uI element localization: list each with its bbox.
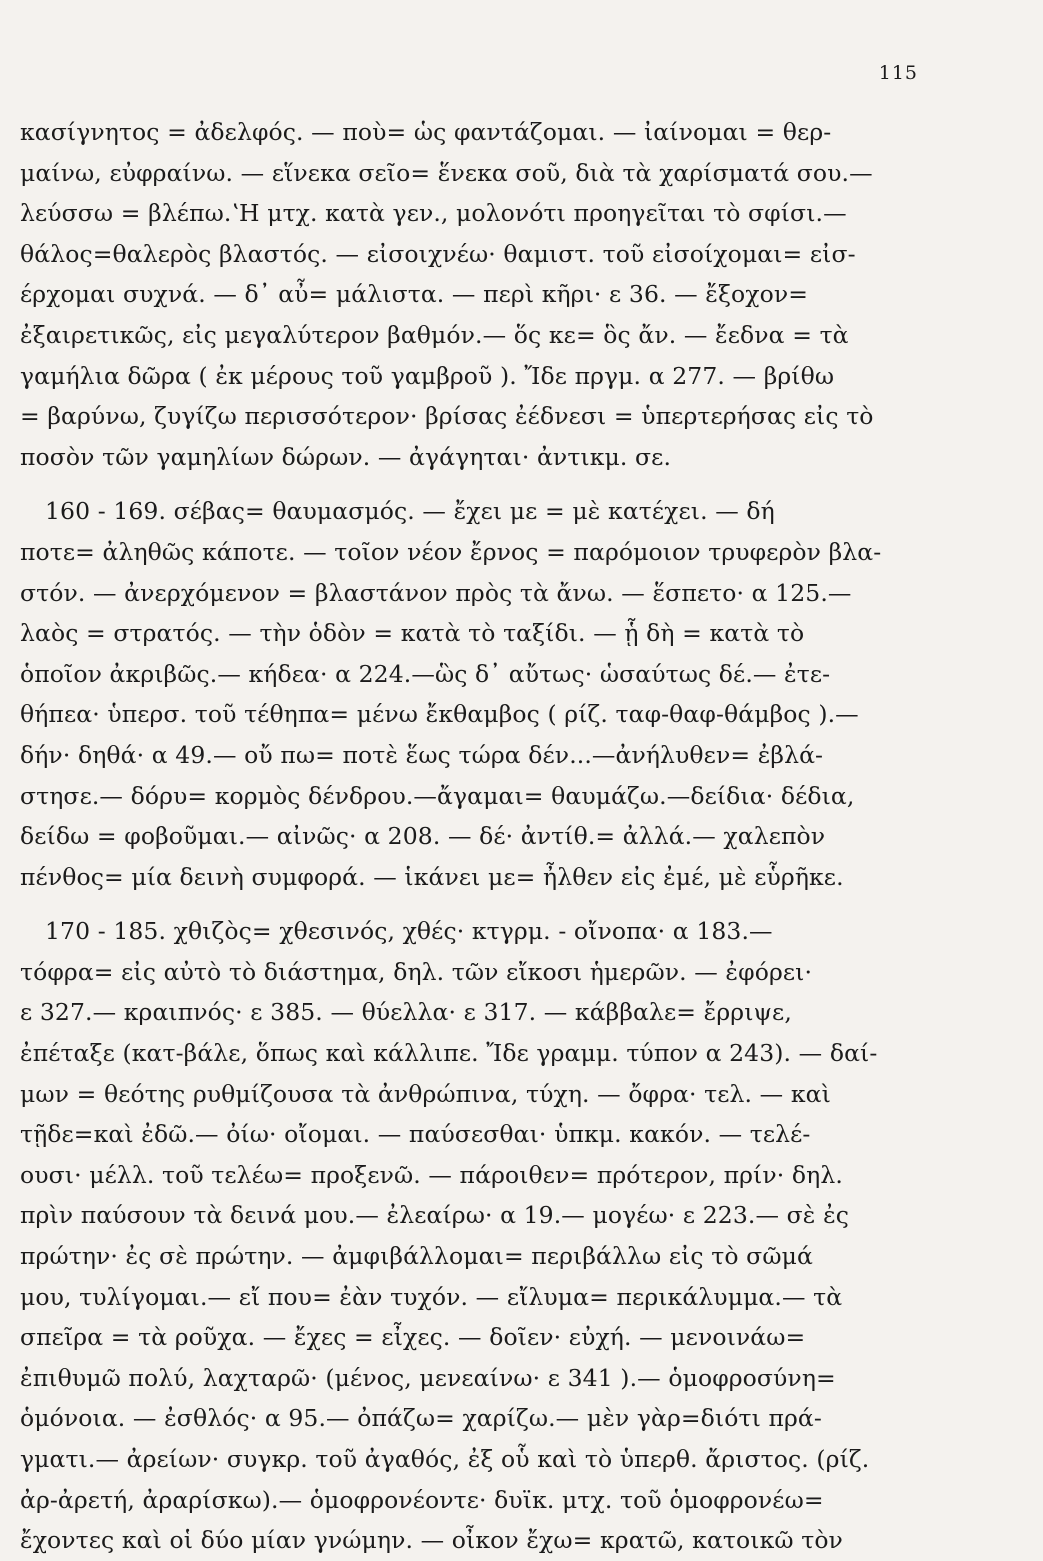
text-line: έρχομαι συχνά. — δ᾽ αὖ= μάλιστα. — περὶ κῆρι· ε 36. — ἔξοχον= (20, 280, 809, 309)
text-line: πρὶν παύσουν τὰ δεινά μου.— ἐλεαίρω· α 19.— μογέω· ε 223.— σὲ ἐς (20, 1201, 850, 1230)
text-line: ἀρ-ἀρετή, ἀραρίσκω).— ὁμοφρονέοντε· δυϊκ. μτχ. τοῦ ὁμοφρονέω= (20, 1485, 824, 1514)
text-line: γματι.— ἀρείων· συγκρ. τοῦ ἀγαθός, ἐξ οὗ καὶ τὸ ὑπερθ. ἄριστος. (ρίζ. (20, 1445, 870, 1473)
text-line: ὁμόνοια. — ἐσθλός· α 95.— ὀπάζω= χαρίζω.— μὲν γὰρ=διότι πρά- (20, 1404, 822, 1433)
commentary-text (20, 112, 925, 1561)
text-line: ε 327.— κραιπνός· ε 385. — θύελλα· ε 317. — κάββαλε= ἔρριψε, (20, 998, 792, 1027)
text-line: ἐξαιρετικῶς, εἰς μεγαλύτερον βαθμόν.— ὅς κε= ὃς ἄν. — ἔεδνα = τὰ (20, 320, 849, 349)
text-line: λαὸς = στρατός. — τὴν ὁδὸν = κατὰ τὸ ταξίδι. — ᾗ δὴ = κατὰ τὸ (20, 619, 805, 648)
text-line: ουσι· μέλλ. τοῦ τελέω= προξενῶ. — πάροιθεν= πρότερον, πρίν· δηλ. (20, 1160, 843, 1189)
text-line: ἔχοντες καὶ οἱ δύο μίαν γνώμην. — οἶκον ἔχω= κρατῶ, κατοικῶ τὸν (20, 1526, 843, 1555)
text-line: ἐπιθυμῶ πολύ, λαχταρῶ· (μένος, μενεαίνω· ε 341 ).— ὁμοφροσύνη= (20, 1363, 836, 1392)
text-line: μαίνω, εὐφραίνω. — εἵνεκα σεῖο= ἕνεκα σοῦ, διὰ τὰ χαρίσματά σου.— (20, 158, 873, 187)
text-line: σπεῖρα = τὰ ροῦχα. — ἔχες = εἶχες. — δοῖεν· εὐχή. — μενοινάω= (20, 1323, 806, 1352)
text-line: τῇδε=καὶ ἐδῶ.— ὀίω· οἴομαι. — παύσεσθαι· ὑπκμ. κακόν. — τελέ- (20, 1120, 811, 1149)
text-line: στησε.— δόρυ= κορμὸς δένδρου.—ἄγαμαι= θαυμάζω.—δείδια· δέδια, (20, 781, 855, 810)
text-line: = βαρύνω, ζυγίζω περισσότερον· βρίσας ἐέδνεσι = ὑπερτερήσας εἰς τὸ (20, 402, 874, 431)
text-line: κασίγνητος = ἀδελφός. — ποὺ= ὡς φαντάζομαι. — ἰαίνομαι = θερ- (20, 118, 832, 146)
text-line: ἐπέταξε (κατ-βάλε, ὅπως καὶ κάλλιπε. Ἴδε γραμμ. τύπον α 243). — δαί- (20, 1039, 878, 1068)
text-line: στόν. — ἀνερχόμενον = βλαστάνον πρὸς τὰ ἄνω. — ἕσπετο· α 125.— (20, 578, 852, 607)
text-line: ποτε= ἀληθῶς κάποτε. — τοῖον νέον ἔρνος = παρόμοιον τρυφερὸν βλα- (20, 537, 882, 566)
text-line: γαμήλια δῶρα ( ἐκ μέρους τοῦ γαμβροῦ ). Ἴδε πργμ. α 277. — βρίθω (20, 361, 835, 390)
text-line: μων = θεότης ρυθμίζουσα τὰ ἀνθρώπινα, τύχη. — ὄφρα· τελ. — καὶ (20, 1079, 831, 1108)
text-line: ὁποῖον ἀκριβῶς.— κήδεα· α 224.—ὣς δ᾽ αὔτως· ὡσαύτως δέ.— ἐτε- (20, 659, 831, 688)
text-line: θάλος=θαλερὸς βλαστός. — εἰσοιχνέω· θαμιστ. τοῦ εἰσοίχομαι= εἰσ- (20, 239, 856, 268)
section-start-line: 170 - 185. χθιζὸς= χθεσινός, χθές· κτγρμ. - οἴνοπα· α 183.— (45, 917, 773, 946)
page-number: 115 (878, 62, 918, 84)
text-line: πρώτην· ἐς σὲ πρώτην. — ἀμφιβάλλομαι= περιβάλλω εἰς τὸ σῶμά (20, 1242, 813, 1271)
text-line: τόφρα= εἰς αὐτὸ τὸ διάστημα, δηλ. τῶν εἴκοσι ἡμερῶν. — ἐφόρει· (20, 957, 813, 986)
text-line: λεύσσω = βλέπω.ʽΗ μτχ. κατὰ γεν., μολονότι προηγεῖται τὸ σφίσι.— (20, 199, 847, 228)
text-line: μου, τυλίγομαι.— εἴ που= ἐὰν τυχόν. — εἴλυμα= περικάλυμμα.— τὰ (20, 1282, 843, 1311)
text-line: πένθος= μία δεινὴ συμφορά. — ἱκάνει με= ἦλθεν εἰς ἐμέ, μὲ εὗρῆκε. (20, 862, 844, 891)
text-line: θήπεα· ὑπερσ. τοῦ τέθηπα= μένω ἔκθαμβος ( ρίζ. ταφ-θαφ-θάμβος ).— (20, 700, 859, 729)
text-line: δείδω = φοβοῦμαι.— αἰνῶς· α 208. — δέ· ἀντίθ.= ἀλλά.— χαλεπὸν (20, 822, 826, 851)
text-line: δήν· δηθά· α 49.— οὔ πω= ποτὲ ἕως τώρα δέν...—ἀνήλυθεν= ἐβλά- (20, 740, 824, 769)
text-line: ποσὸν τῶν γαμηλίων δώρων. — ἀγάγηται· ἀντικμ. σε. (20, 442, 672, 471)
section-start-line: 160 - 169. σέβας= θαυμασμός. — ἔχει με = μὲ κατέχει. — δή (45, 497, 775, 526)
